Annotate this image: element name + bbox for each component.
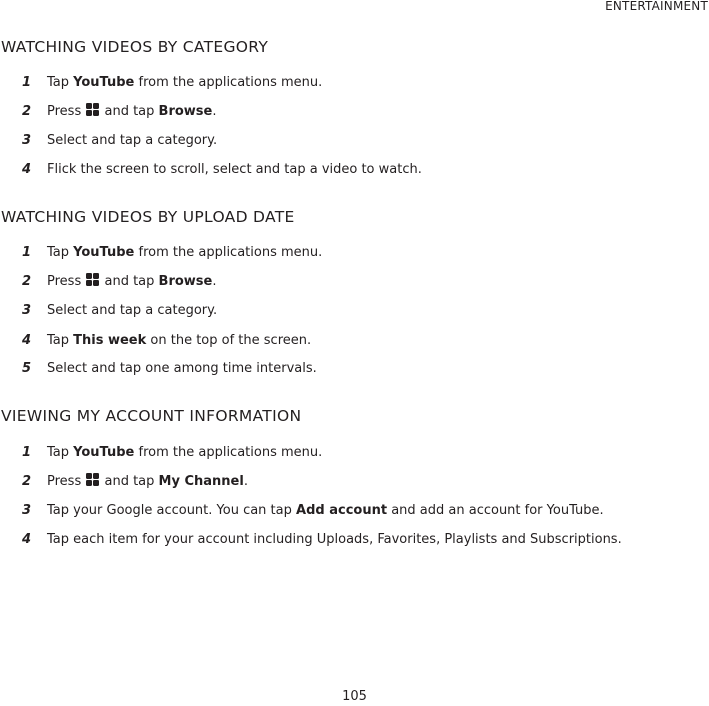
menu-icon bbox=[86, 473, 99, 486]
step-number: 3 bbox=[22, 502, 32, 518]
page-number: 105 bbox=[342, 689, 367, 704]
step-text: Tap YouTube from the applications menu. bbox=[47, 244, 323, 260]
step-number: 4 bbox=[22, 332, 32, 348]
step-number: 4 bbox=[22, 531, 32, 547]
step-text: Tap YouTube from the applications menu. bbox=[47, 74, 323, 90]
step-number: 4 bbox=[22, 161, 32, 177]
step-number: 1 bbox=[22, 444, 32, 460]
menu-icon bbox=[86, 273, 99, 286]
menu-icon bbox=[86, 103, 99, 116]
step-text: Press and tap My Channel. bbox=[47, 474, 248, 489]
step-text: Press and tap Browse. bbox=[47, 274, 217, 289]
step-text: Tap each item for your account including Uploads, Favorites, Playlists and Subscriptions. bbox=[47, 531, 622, 547]
step-text: Select and tap a category. bbox=[47, 302, 218, 318]
section-title-account-info: VIEWING MY ACCOUNT INFORMATION bbox=[1, 407, 302, 425]
step-number: 3 bbox=[22, 302, 32, 318]
step-text: Tap This week on the top of the screen. bbox=[47, 332, 312, 348]
step-text: Flick the screen to scroll, select and tap a video to watch. bbox=[47, 161, 422, 177]
step-text: Select and tap a category. bbox=[47, 132, 218, 148]
step-number: 2 bbox=[22, 273, 32, 289]
step-text: Tap your Google account. You can tap Add account and add an account for YouTube. bbox=[47, 502, 604, 518]
step-number: 5 bbox=[22, 360, 32, 376]
section-title-by-category: WATCHING VIDEOS BY CATEGORY bbox=[1, 38, 269, 56]
step-number: 2 bbox=[22, 103, 32, 119]
step-number: 3 bbox=[22, 132, 32, 148]
running-header: ENTERTAINMENT bbox=[605, 0, 708, 13]
step-text: Press and tap Browse. bbox=[47, 104, 217, 119]
section-title-by-upload-date: WATCHING VIDEOS BY UPLOAD DATE bbox=[1, 208, 295, 226]
step-number: 2 bbox=[22, 473, 32, 489]
step-text: Tap YouTube from the applications menu. bbox=[47, 444, 323, 460]
step-number: 1 bbox=[22, 244, 32, 260]
step-text: Select and tap one among time intervals. bbox=[47, 360, 317, 376]
step-number: 1 bbox=[22, 74, 32, 90]
